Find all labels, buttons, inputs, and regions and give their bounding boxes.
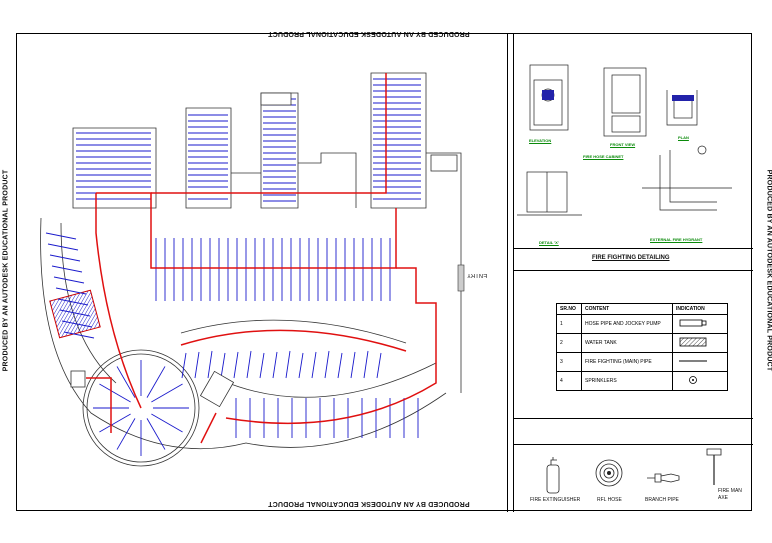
watermark-left: PRODUCED BY AN AUTODESK EDUCATIONAL PRODUCT <box>2 169 10 372</box>
legend-content: SPRINKLERS <box>582 372 673 391</box>
entry-label: ENTRY <box>467 272 488 278</box>
fire-fighting-floor-plan <box>16 33 506 511</box>
caption-front-view: FRONT VIEW <box>610 142 636 147</box>
caption-external-fire-hydrant: EXTERNAL FIRE HYDRANT <box>650 237 703 242</box>
water-tank-symbol <box>673 334 728 353</box>
section-title-fire-fighting-detailing: FIRE FIGHTING DETAILING <box>592 255 670 261</box>
equipment-label: BRANCH PIPE <box>645 497 679 503</box>
hose-pump-symbol <box>673 315 728 334</box>
legend-row <box>557 315 728 334</box>
legend-sr: 3 <box>557 353 582 372</box>
main-pipe-symbol <box>673 353 728 372</box>
axe-icon <box>704 447 724 487</box>
legend-table <box>556 303 728 391</box>
equipment-label: FIRE EXTINGUISHER <box>530 497 581 503</box>
fire-extinguisher-icon <box>543 455 563 495</box>
legend-content: WATER TANK <box>582 334 673 353</box>
legend-header-content: CONTENT <box>582 304 673 315</box>
legend-row <box>557 353 728 372</box>
legend-sr: 4 <box>557 372 582 391</box>
legend-row <box>557 334 728 353</box>
equipment-label: FIRE MAN AXE <box>718 488 742 501</box>
caption-fire-hose-cabinet: FIRE HOSE CABINET <box>583 154 624 159</box>
watermark-top: PRODUCED BY AN AUTODESK EDUCATIONAL PRODUCT <box>268 30 470 37</box>
legend-sr: 2 <box>557 334 582 353</box>
branch-pipe-icon <box>643 468 683 488</box>
sprinkler-symbol <box>673 372 728 391</box>
legend-row <box>557 372 728 391</box>
caption-detail-x: DETAIL 'X' <box>539 240 559 245</box>
hose-reel-icon <box>594 458 624 488</box>
legend-header-srno: SR.NO <box>557 304 582 315</box>
caption-elevation: ELEVATION <box>529 138 552 143</box>
caption-plan: PLAN <box>678 135 689 140</box>
legend-content: HOSE PIPE AND JOCKEY PUMP <box>582 315 673 334</box>
legend-content: FIRE FIGHTING (MAIN) PIPE <box>582 353 673 372</box>
watermark-bottom: PRODUCED BY AN AUTODESK EDUCATIONAL PRODUCT <box>268 500 470 507</box>
legend-header-indication: INDICATION <box>673 304 728 315</box>
equipment-label: RFL HOSE <box>597 497 622 503</box>
legend-sr: 1 <box>557 315 582 334</box>
watermark-right: PRODUCED BY AN AUTODESK EDUCATIONAL PRODUCT <box>765 169 772 372</box>
